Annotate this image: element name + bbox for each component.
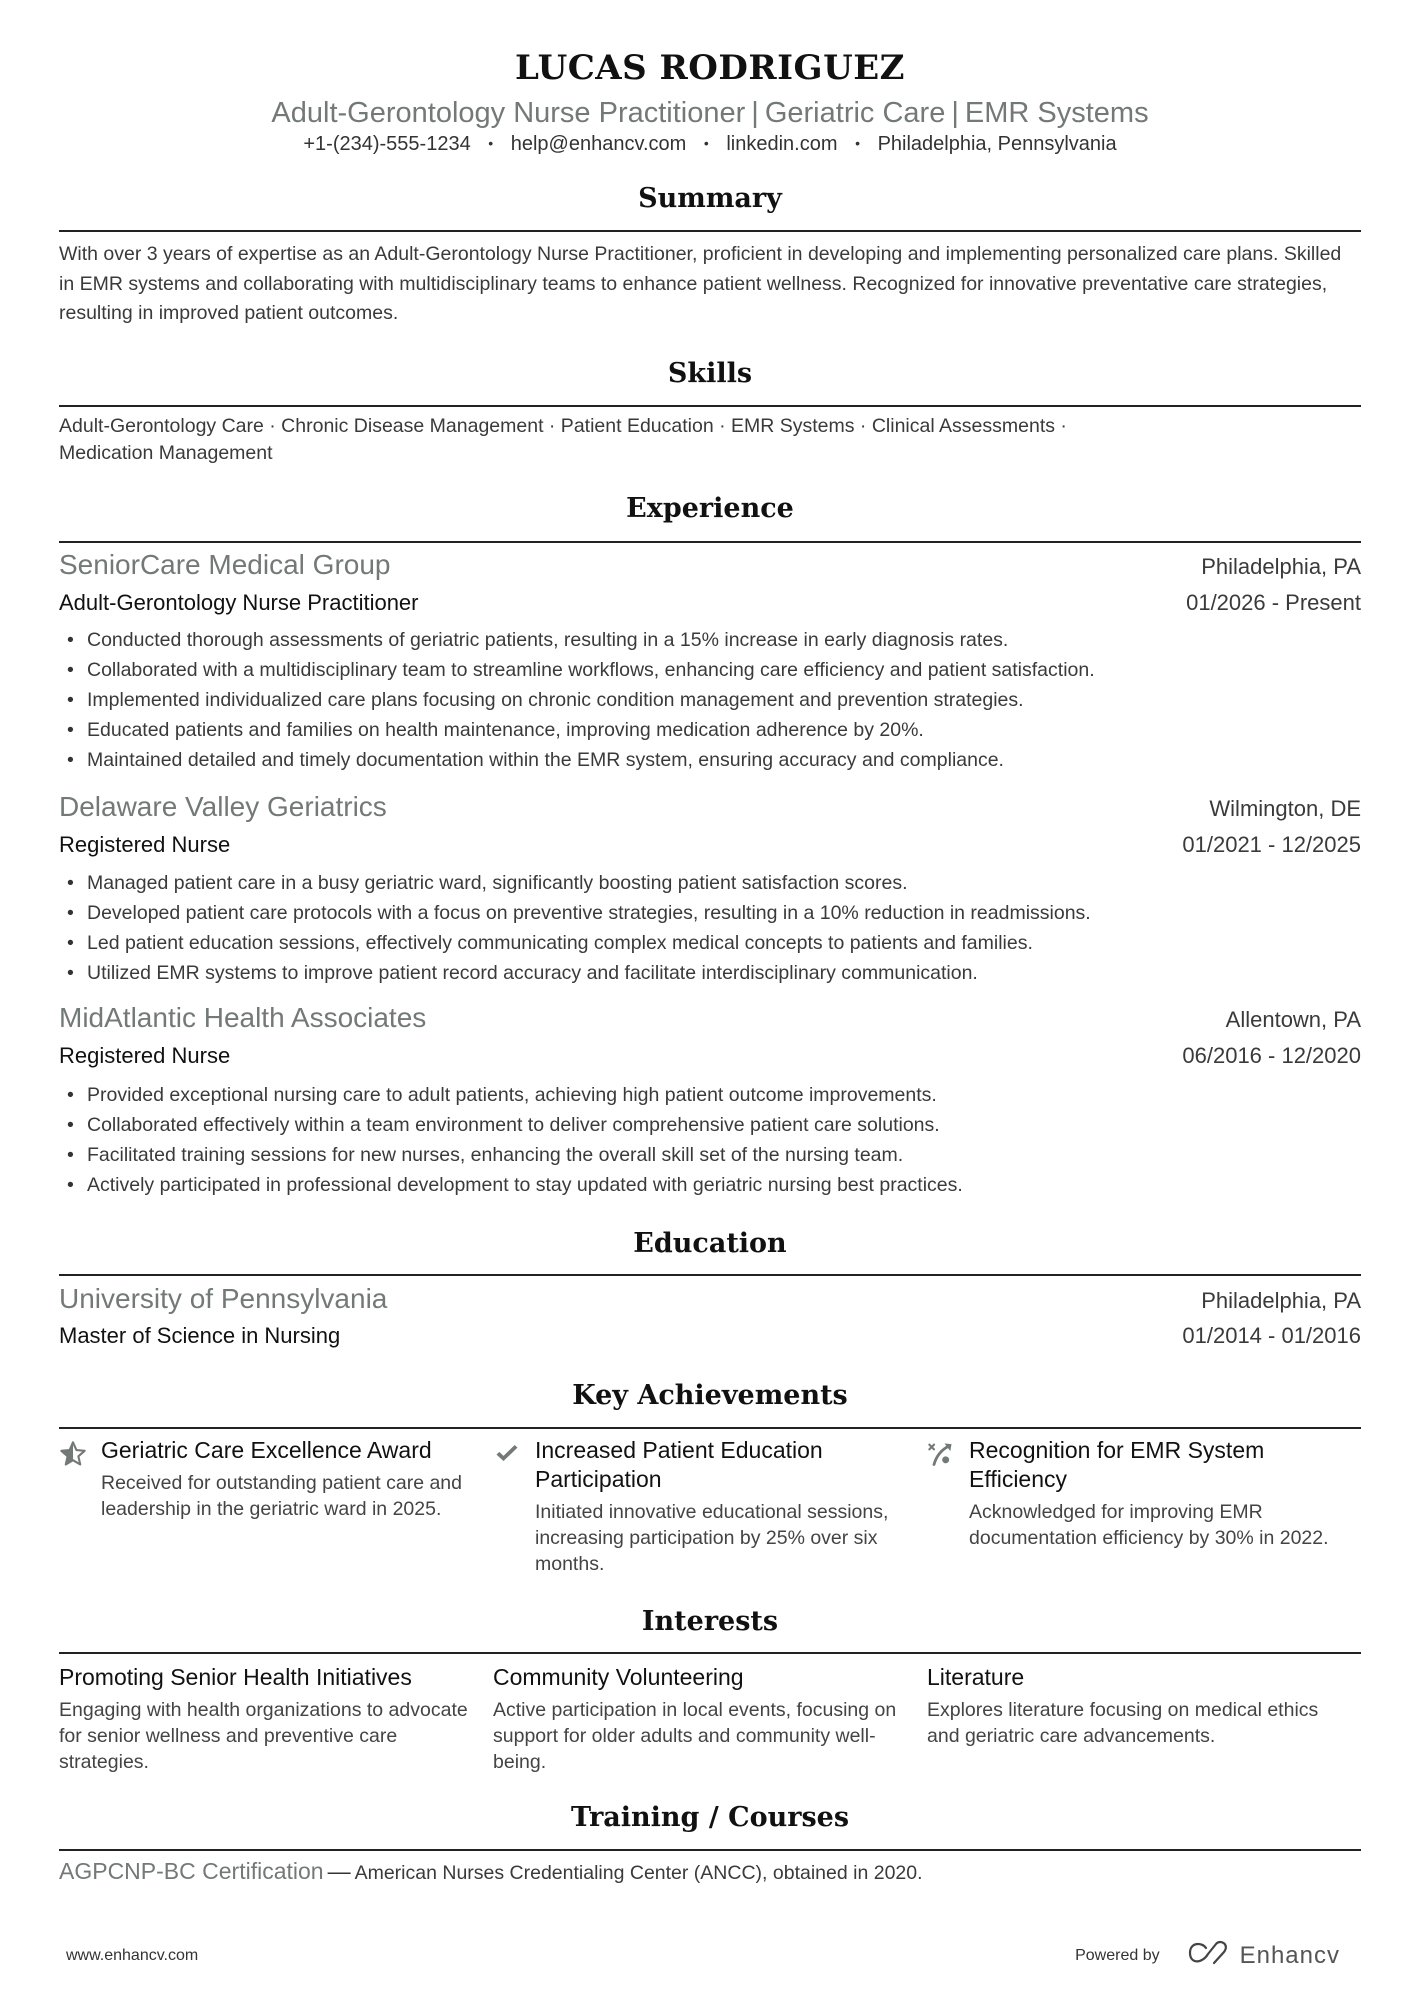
location: Philadelphia, Pennsylvania (877, 133, 1117, 155)
job-location: Philadelphia, PA (1201, 554, 1361, 579)
achievement-title: Increased Patient Education Participation (535, 1437, 823, 1492)
skills-line: Medication Management (59, 442, 273, 464)
section-heading-summary: Summary (638, 183, 782, 214)
list-item: • Conducted thorough assessments of geriatric patients, resulting in a 15% increase in early diagnosis rates. (59, 625, 1361, 655)
list-item: • Educated patients and families on health maintenance, improving medication adherence by 20%. (59, 715, 1361, 745)
skills-line: Adult-Gerontology Care · Chronic Disease Management · Patient Education · EMR Systems · Clinical Assessments · (59, 415, 1067, 437)
list-item: • Provided exceptional nursing care to adult patients, achieving high patient outcome improvements. (59, 1080, 1361, 1110)
training-name: AGPCNP-BC Certification (59, 1858, 324, 1884)
interest-description: Engaging with health organizations to advocate for senior wellness and preventive care strategies. (59, 1699, 468, 1773)
summary-text: With over 3 years of expertise as an Adult-Gerontology Nurse Practitioner, proficient in developing and implementing personalized care plans. Skilled in EMR systems and collaborating with multidisciplinary teams to enhance patient wellness. Recognized for innovative preventative care strategies, resulting in improved patient outcomes. (59, 243, 1342, 324)
school-name: University of Pennsylvania (59, 1283, 388, 1314)
section-heading-interests: Interests (641, 1606, 779, 1637)
contact-line (59, 133, 1361, 156)
achievements-grid (59, 1436, 1361, 1577)
section-divider (59, 1849, 1361, 1851)
section-divider (59, 541, 1361, 543)
interest-title: Promoting Senior Health Initiatives (59, 1664, 412, 1690)
headline (59, 97, 1361, 130)
job-role-row (59, 590, 1361, 616)
star-half-icon (59, 1436, 101, 1577)
achievement-title: Geriatric Care Excellence Award (101, 1437, 432, 1463)
enhancv-logo-icon (1186, 1940, 1232, 1971)
skills-list (59, 413, 1361, 467)
section-divider (59, 1427, 1361, 1429)
section-divider (59, 405, 1361, 407)
footer-website-link[interactable]: www.enhancv.com (66, 1947, 199, 1964)
section-divider (59, 1652, 1361, 1654)
list-item: • Collaborated effectively within a team environment to deliver comprehensive patient care solutions. (59, 1110, 1361, 1140)
headline-part: EMR Systems (964, 97, 1149, 129)
job-role-row (59, 1043, 1361, 1069)
job-location: Wilmington, DE (1209, 796, 1361, 821)
strategy-arrow-icon (927, 1436, 969, 1577)
achievement-item (493, 1436, 927, 1577)
interests-grid (59, 1662, 1361, 1775)
job-title: Adult-Gerontology Nurse Practitioner (59, 590, 419, 615)
list-item: • Utilized EMR systems to improve patient record accuracy and facilitate interdisciplinary communication. (59, 958, 1361, 988)
section-heading-achievements: Key Achievements (572, 1380, 848, 1411)
interest-title: Community Volunteering (493, 1664, 744, 1690)
brand-name: Enhancv (1239, 1941, 1340, 1969)
company-name: MidAtlantic Health Associates (59, 1002, 427, 1033)
training-dash: — (327, 1858, 351, 1884)
job-header (59, 1002, 1361, 1034)
headline-separator: | (951, 97, 959, 129)
section-divider (59, 230, 1361, 232)
interest-description: Active participation in local events, focusing on support for older adults and community well-being. (493, 1699, 897, 1773)
achievement-item (59, 1436, 493, 1577)
school-location: Philadelphia, PA (1201, 1288, 1361, 1313)
headline-part: Geriatric Care (764, 97, 946, 129)
company-name: Delaware Valley Geriatrics (59, 791, 387, 822)
section-divider (59, 1274, 1361, 1276)
job-header (59, 549, 1361, 581)
job-role-row (59, 832, 1361, 858)
job-dates: 06/2016 - 12/2020 (1182, 1043, 1361, 1068)
email-link[interactable]: help@enhancv.com (510, 133, 687, 155)
bullet-separator: • (703, 135, 709, 151)
list-item: • Led patient education sessions, effectively communicating complex medical concepts to patients and families. (59, 928, 1361, 958)
education-degree-row (59, 1323, 1361, 1349)
achievement-description: Acknowledged for improving EMR documentation efficiency by 30% in 2022. (969, 1501, 1329, 1549)
interest-item (59, 1662, 493, 1775)
job-bullets (59, 1080, 1361, 1200)
job-location: Allentown, PA (1225, 1007, 1361, 1032)
list-item: • Maintained detailed and timely documentation within the EMR system, ensuring accuracy and compliance. (59, 745, 1361, 775)
headline-part: Adult-Gerontology Nurse Practitioner (271, 97, 746, 129)
section-heading-training: Training / Courses (570, 1802, 850, 1833)
job-dates: 01/2021 - 12/2025 (1182, 832, 1361, 857)
company-name: SeniorCare Medical Group (59, 549, 391, 580)
interest-description: Explores literature focusing on medical ethics and geriatric care advancements. (927, 1699, 1319, 1747)
training-detail: American Nurses Credentialing Center (ANCC), obtained in 2020. (354, 1862, 923, 1884)
phone[interactable]: +1-(234)-555-1234 (303, 133, 471, 155)
achievement-description: Received for outstanding patient care and leadership in the geriatric ward in 2025. (101, 1472, 462, 1520)
education-header (59, 1283, 1361, 1315)
achievement-description: Initiated innovative educational sessions, increasing participation by 25% over six months. (535, 1501, 889, 1575)
check-icon (493, 1436, 535, 1577)
section-heading-education: Education (633, 1228, 787, 1259)
job-title: Registered Nurse (59, 832, 231, 857)
powered-by-label: Powered by (1075, 1946, 1160, 1964)
interest-item (927, 1662, 1361, 1775)
education-dates: 01/2014 - 01/2016 (1182, 1323, 1361, 1348)
candidate-name: LUCAS RODRIGUEZ (515, 48, 905, 88)
training-item (59, 1858, 1361, 1885)
bullet-separator: • (488, 135, 494, 151)
list-item: • Actively participated in professional development to stay updated with geriatric nursing best practices. (59, 1170, 1361, 1200)
section-heading-experience: Experience (626, 493, 794, 524)
achievement-item (927, 1436, 1361, 1577)
job-title: Registered Nurse (59, 1043, 231, 1068)
job-bullets (59, 868, 1361, 988)
job-dates: 01/2026 - Present (1186, 590, 1361, 615)
headline-separator: | (751, 97, 759, 129)
bullet-separator: • (855, 135, 860, 151)
list-item: • Collaborated with a multidisciplinary team to streamline workflows, enhancing care efficiency and patient satisfaction. (59, 655, 1361, 685)
footer-powered-by (1075, 1940, 1340, 1971)
degree: Master of Science in Nursing (59, 1323, 341, 1348)
interest-item (493, 1662, 927, 1775)
list-item: • Developed patient care protocols with a focus on preventive strategies, resulting in a 10% reduction in readmissions. (59, 898, 1361, 928)
interest-title: Literature (927, 1664, 1025, 1690)
list-item: • Implemented individualized care plans focusing on chronic condition management and prevention strategies. (59, 685, 1361, 715)
job-header (59, 791, 1361, 823)
linkedin-link[interactable]: linkedin.com (726, 133, 838, 155)
list-item: • Managed patient care in a busy geriatric ward, significantly boosting patient satisfaction scores. (59, 868, 1361, 898)
section-heading-skills: Skills (667, 358, 753, 389)
achievement-title: Recognition for EMR System Efficiency (969, 1437, 1265, 1492)
job-bullets (59, 625, 1361, 775)
list-item: • Facilitated training sessions for new nurses, enhancing the overall skill set of the nursing team. (59, 1140, 1361, 1170)
